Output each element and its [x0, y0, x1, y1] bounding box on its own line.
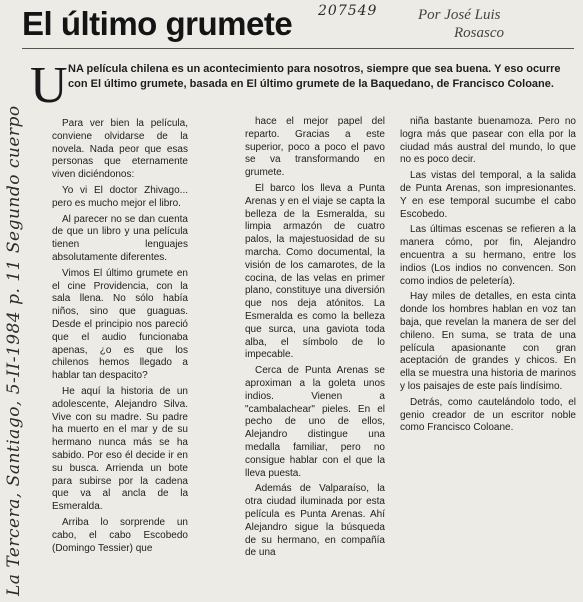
- paragraph: Además de Valparaíso, la otra ciudad iluminada por esta película es Punta Arenas. Ahí Alejandro sigue la búsqueda de su hermano, en compañía de una: [245, 483, 385, 559]
- author-byline: [418, 6, 568, 42]
- handwritten-source-note: [0, 46, 30, 600]
- author-line-1: Por José Luis: [418, 7, 501, 23]
- paragraph: Al parecer no se dan cuenta de que un libro y una película tienen lenguajes absolutamente diferentes.: [52, 213, 188, 263]
- column-2: [245, 116, 385, 600]
- column-3: [400, 116, 576, 600]
- paragraph: He aquí la historia de un adolescente, Alejandro Silva. Vive con su madre. Su padre ha muerto en el mar y de su hermano nunca más se ha sabido. Por eso él decide ir en su busca. Arrienda un bote para subirse por la cadena que va al ancla de la Esmeralda.: [52, 385, 188, 513]
- paragraph: Detrás, como cautelándolo todo, el genio creador de un escritor noble como Francisco Coloane.: [400, 396, 576, 434]
- paragraph: El barco los lleva a Punta Arenas y en el viaje se capta la belleza de la Esmeralda, su limpia armazón de cuatro palos, la majestuosidad de su marcha. Como documental, la visión de los camarotes, de la cocina, de las velas en primer plano, constituye una diversión que nos deja atónitos. La Esmeralda es como la belleza que surca, una gaviota toda alba, el símbolo de lo impecable.: [245, 182, 385, 361]
- paragraph: Cerca de Punta Arenas se aproximan a la goleta unos indios. Vienen a "cambalachear" pieles. En el pecho de uno de ellos, Alejandro distingue una medalla familiar, pero no consigue hablar con el que la lleva puesta.: [245, 365, 385, 479]
- headline-rule: [22, 48, 574, 49]
- paragraph: Hay miles de detalles, en esta cinta donde los hombres hablan en voz tan baja, que revelan la manera de ser del chileno. En suma, se trata de una película apasionante con gran aceptación de grandes y chicos. En ella se muestra una historia de marinos y los paisajes de este país lindísimo.: [400, 291, 576, 392]
- archive-stamp: 207549: [318, 3, 378, 19]
- paragraph: Las últimas escenas se refieren a la manera cómo, por fin, Alejandro encuentra a su hermano, entre los indios (Los indios no convencen. Son como indios de peletería).: [400, 224, 576, 287]
- paragraph: Las vistas del temporal, a la salida de Punta Arenas, son impresionantes. Y en ese temporal sucumbe el cabo Escobedo.: [400, 170, 576, 220]
- paragraph: Para ver bien la película, conviene olvidarse de la novela. Nada peor que esas personas que eternamente viven diciéndonos:: [52, 118, 188, 181]
- source-note-text: La Tercera, Santiago, 5-II-1984 p. 11 Segundo cuerpo: [4, 105, 24, 596]
- headline: El último grumete: [22, 5, 293, 42]
- column-1: [52, 118, 188, 602]
- paragraph: hace el mejor papel del reparto. Gracias a este superior, poco a poco el pavo se va transformando en grumete.: [245, 116, 385, 179]
- drop-cap: U: [30, 57, 68, 114]
- paragraph: Yo vi El doctor Zhivago... pero es mucho mejor el libro.: [52, 184, 188, 209]
- paragraph: Vimos El último grumete en el cine Providencia, con la sala llena. No sólo había niños, sino que guaguas. Desde el principio nos pareció que el audio funcionaba apenas, ¿o es que los chilenos hemos llegado a hablar tan despacito?: [52, 267, 188, 382]
- author-line-2: Rosasco: [454, 25, 504, 41]
- lead-paragraph: NA película chilena es un acontecimiento para nosotros, siempre que sea buena. Y eso ocurre con El último grumete, basada en El último grumete de la Baquedano, de Francisco Coloane.: [68, 63, 561, 90]
- paragraph: niña bastante buenamoza. Pero no logra más que pasear con ella por la ciudad más austral del mundo, lo que no es poco decir.: [400, 116, 576, 166]
- paragraph: Arriba lo sorprende un cabo, el cabo Escobedo (Domingo Tessier) que: [52, 516, 188, 554]
